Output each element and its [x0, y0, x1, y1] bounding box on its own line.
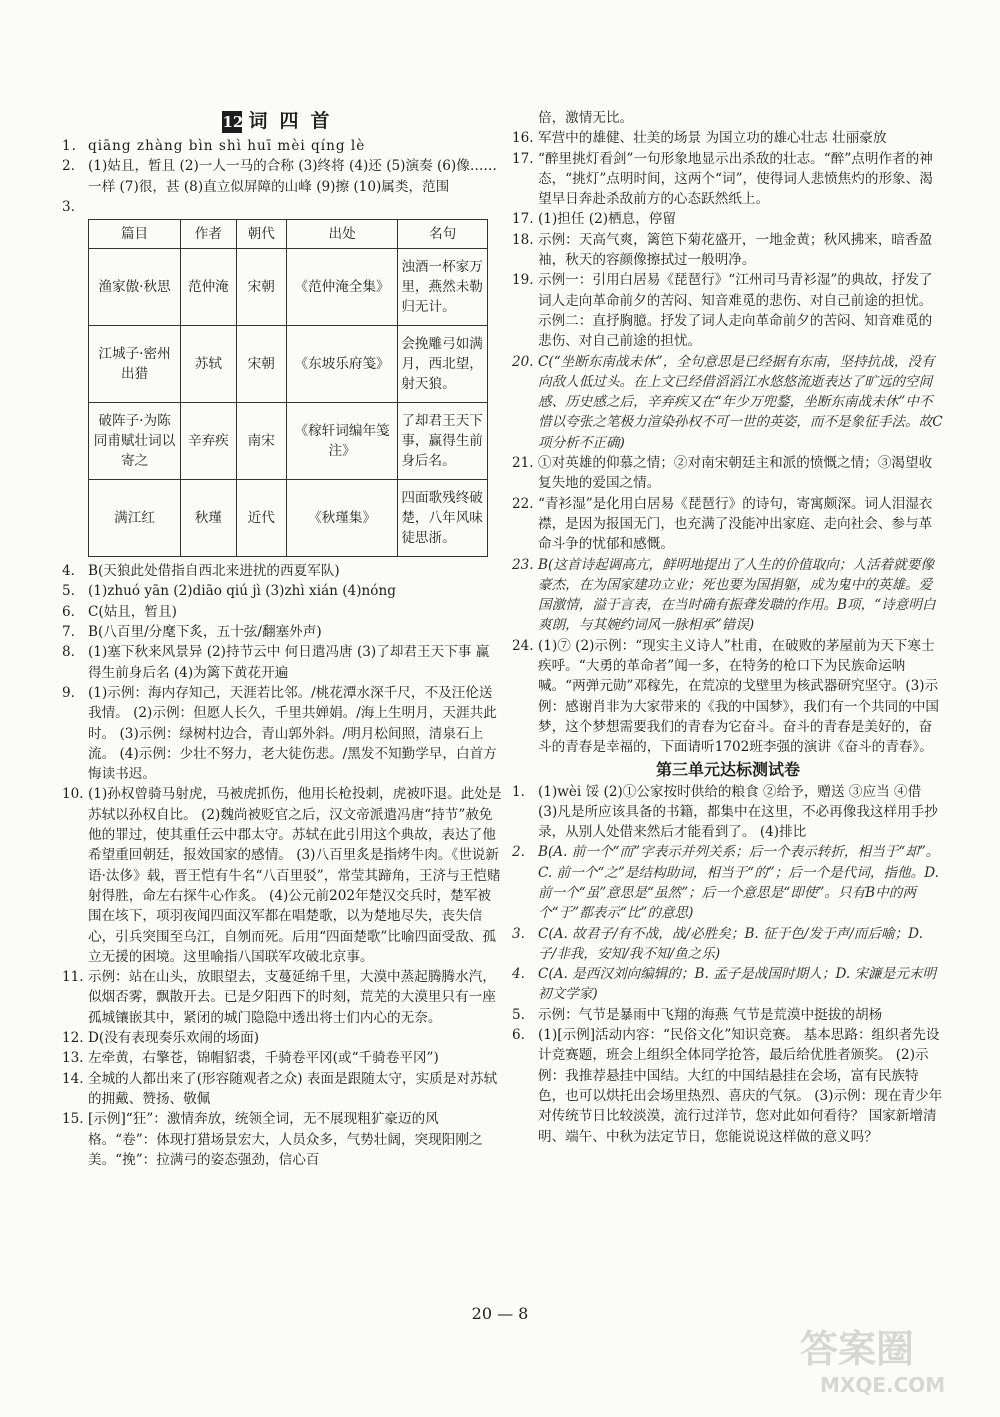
answer-item — [62, 683, 502, 784]
answer-item — [62, 1069, 502, 1110]
answer-item — [62, 197, 502, 217]
table-row — [89, 249, 488, 326]
answer-text: (1)示例：海内存知己，天涯若比邻。/桃花潭水深千尺，不及汪伦送我情。 (2)示例：但愿人长久，千里共婵娟。/海上生明月，天涯共此时。 (3)示例：绿树村边合，青山郭外斜。/明月松间照，清泉石上流。 (4)示例：少壮不努力，老大徒伤悲。/黑发不知勤学早，白首方悔读书迟。 — [88, 684, 497, 783]
answer-number: 15. — [62, 1111, 84, 1128]
answer-item — [512, 209, 944, 229]
answer-text: 军营中的雄健、壮美的场景 为国立功的雄心壮志 壮丽豪放 — [538, 130, 887, 147]
answer-text: 示例：站在山头，放眼望去，支蔓延绵千里，大漠中蒸起腾腾水汽，似烟否雾，飘散开去。已是夕阳西下的时刻，荒芜的大漠里只有一座孤城镶嵌其中，紧闭的城门隐隐中透出将士们内心的无奈。 — [88, 969, 496, 1026]
answer-text: (1)[示例]活动内容：“民俗文化”知识竞赛。 基本思路：组织者先设计竞赛题，班会上组织全体同学抢答，最后给优胜者颁奖。 (2)示例：我推荐悬挂中国结。大红的中国结悬挂在会场，富有民族特色，也可以烘托出会场里热烈、喜庆的气氛。 (3)示例：现在青少年对传统节日比较淡漠，流行过洋节，您对此如何看待？ 国家新增清明、端午、中秋为法定节日，您能说说这样做的意义吗？ — [538, 1027, 943, 1145]
lesson-number-badge: 12 — [222, 113, 244, 131]
table-cell: 南宋 — [236, 403, 286, 480]
answer-text: 左牵黄，右擎苍，锦帽貂裘，千骑卷平冈(或“千骑卷平冈”) — [88, 1050, 439, 1067]
answer-item — [512, 352, 944, 453]
answer-text: C(“坐断东南战未休”，全句意思是已经据有东南，坚持抗战，没有向敌人低过头。在上文已经借滔滔江水悠悠流逝表达了旷远的空间感、历史感之后，辛弃疾又在“年少万兜鍪，坐断东南战未休”中不惜以夸张之笔极力渲染孙权不可一世的英姿，而不是象征手法。故C项分析不正确) — [538, 353, 943, 451]
table-header-cell: 作者 — [181, 220, 237, 249]
answer-item — [512, 1005, 944, 1025]
table-header-cell: 朝代 — [236, 220, 286, 249]
table-cell: 范仲淹 — [181, 249, 237, 326]
watermark-logo — [800, 1318, 990, 1408]
answer-number: 3. — [512, 925, 525, 942]
answer-number: 2. — [62, 158, 75, 175]
table-cell: 苏轼 — [181, 326, 237, 403]
answer-item — [512, 964, 944, 1005]
answer-item — [512, 636, 944, 758]
answer-item — [512, 453, 944, 494]
answer-text: 倍，激情无比。 — [538, 110, 634, 126]
answer-number: 17. — [512, 150, 534, 167]
lesson-title — [62, 108, 502, 134]
answer-item — [512, 924, 944, 965]
answer-text: (1)wèi 馁 (2)①公家按时供给的粮食 ②给予，赠送 ③应当 ④借 (3)凡是所应该具备的书籍，都集中在这里，不必再像我这样用手抄录，从别人处借来然后才能看到了。 (4)排比 — [538, 783, 938, 841]
answer-number: 14. — [62, 1070, 84, 1087]
answer-text: C(A. 是西汉刘向编辑的；B. 孟子是战国时期人；D. 宋濂是元末明初文学家) — [538, 966, 937, 1003]
answer-number: 9. — [62, 684, 75, 701]
answer-text: “青衫湿”是化用白居易《琵琶行》的诗句，寄寓颇深。词人泪湿衣襟，是因为报国无门，也充满了没能冲出家庭、走向社会、参与革命斗争的忧郁和感慨。 — [538, 495, 933, 553]
answer-text: B(A. 前一个“而”字表示并列关系；后一个表示转折，相当于“却”。C. 前一个“之”是结构助词，相当于“的”；后一个是代词，指他。D. 前一个“虽”意思是“虽然”；后一个意思是“即使”。只有B中的两个“于”都表示“比”的意思) — [538, 844, 940, 922]
table-cell: 破阵子·为陈同甫赋壮词以寄之 — [89, 403, 181, 480]
answer-text: 示例一：引用白居易《琵琶行》“江州司马青衫湿”的典故，抒发了词人走向革命前夕的苦闷、知音难觅的悲伤、对自己前途的担忧。 示例二：直抒胸臆。抒发了词人走向革命前夕的苦闷、知音难觅的悲伤、对自己前途的担忧。 — [538, 272, 933, 350]
answer-number: 10. — [62, 786, 84, 803]
answer-item — [62, 642, 502, 683]
answer-number: 12. — [62, 1030, 84, 1047]
table-row — [89, 480, 488, 557]
answer-number: 21. — [512, 455, 534, 472]
answer-item — [512, 149, 944, 210]
watermark-top: 答案圈 — [800, 1327, 915, 1371]
answer-number: 6. — [512, 1027, 525, 1044]
answer-item — [62, 1109, 502, 1170]
table-cell: 宋朝 — [236, 249, 286, 326]
answer-number: 6. — [62, 603, 75, 620]
table-body — [89, 249, 488, 557]
answer-text: D(没有表现奏乐欢闹的场面) — [88, 1030, 260, 1047]
answer-text: (1)担任 (2)栖息，停留 — [538, 211, 676, 228]
answer-item — [62, 622, 502, 642]
table-cell: 《稼轩词编年笺注》 — [286, 403, 398, 480]
answer-list-unit3 — [512, 782, 944, 1147]
table-cell: 渔家傲·秋思 — [89, 249, 181, 326]
answer-text: 全城的人都出来了(形容随观者之众) 表面是跟随太守，实质是对苏轼的拥戴、赞扬、敬佩 — [88, 1070, 498, 1107]
table-row — [89, 326, 488, 403]
table-header-cell: 出处 — [286, 220, 398, 249]
answer-number: 5. — [62, 583, 75, 600]
answer-item — [512, 128, 944, 148]
answer-number: 1. — [512, 783, 525, 800]
answer-text: C(姑且，暂且) — [88, 603, 177, 620]
answer-number: 1. — [62, 138, 77, 154]
answer-text: B(这首诗起调高亢，鲜明地提出了人生的价值取向；人活着就要像豪杰，在为国家建功立业；死也要为国捐躯，成为鬼中的英雄。爱国激情，溢于言表，在当时确有振聋发聩的作用。B项，“诗意明白爽朗，与其婉约词风一脉相承”错误) — [538, 556, 936, 634]
answer-number: 19. — [512, 272, 534, 289]
answer-number: 24. — [512, 637, 534, 654]
answer-number: 13. — [62, 1050, 84, 1067]
page-number: 20 — 8 — [471, 1304, 529, 1323]
answer-text: C(A. 故君子/有不战，战/必胜矣；B. 征于色/发于声/而后喻；D. 子/非我，安知/我不知/鱼之乐) — [538, 925, 923, 962]
answer-item — [62, 561, 502, 581]
answer-list-right — [512, 108, 944, 758]
section-title: 第三单元达标测试卷 — [655, 759, 800, 779]
answer-text: (1)zhuó yān (2)diāo qiú jì (3)zhì xián (4)nóng — [88, 583, 396, 600]
table-cell: 四面歌残终破楚，八年风味徒思浙。 — [398, 480, 488, 557]
answer-number: 20. — [512, 353, 534, 370]
answer-text: (1)塞下秋来风景异 (2)持节云中 何日遣冯唐 (3)了却君王天下事 赢得生前身后名 (4)为篱下黄花开遍 — [88, 644, 490, 681]
answer-item — [512, 555, 944, 636]
answer-item — [62, 136, 502, 156]
answer-item — [62, 602, 502, 622]
answer-item — [512, 1025, 944, 1147]
table-cell: 江城子·密州出猎 — [89, 326, 181, 403]
table-cell: 了却君王天下事，赢得生前身后名。 — [398, 403, 488, 480]
table-cell: 秋瑾 — [181, 480, 237, 557]
table-row — [89, 403, 488, 480]
table-cell: 满江红 — [89, 480, 181, 557]
answer-item — [62, 1028, 502, 1048]
table-cell: 《秋瑾集》 — [286, 480, 398, 557]
answer-number: 4. — [62, 563, 75, 580]
answer-item — [62, 1048, 502, 1068]
answer-item — [512, 842, 944, 923]
table-cell: 会挽雕弓如满月，西北望，射天狼。 — [398, 326, 488, 403]
answer-text: 示例：气节是暴雨中飞翔的海燕 气节是荒漠中挺拔的胡杨 — [538, 1006, 883, 1023]
answer-item — [512, 230, 944, 271]
table-cell: 浊酒一杯家万里，燕然未勒归无计。 — [398, 249, 488, 326]
answer-number: 11. — [62, 969, 84, 986]
answer-text: [示例]“狂”：激情奔放，统领全词，无不展现粗犷豪迈的风格。“卷”：体现打猎场景宏大，人员众多，气势壮阔，突现阳刚之美。“挽”：拉满弓的姿态强劲，信心百 — [88, 1111, 483, 1168]
answer-text: “醉里挑灯看剑”一句形象地显示出杀敌的壮志。“醉”点明作者的神态，“挑灯”点明时间，这两个“词”，使得词人悲愤焦灼的形象、渴望早日奔赴杀敌前方的心态跃然纸上。 — [538, 150, 933, 208]
answer-number: 22. — [512, 495, 534, 512]
lesson-title-text: 词四首 — [248, 110, 342, 132]
answer-item — [512, 494, 944, 555]
answer-number: 7. — [62, 624, 75, 641]
table-cell: 辛弃疾 — [181, 403, 237, 480]
table-header-cell: 名句 — [398, 220, 488, 249]
answer-number: 3. — [62, 198, 75, 215]
answer-text: (1)⑦ (2)示例：“现实主义诗人”杜甫，在破败的茅屋前为天下寒士疾呼。“大勇的革命者”闻一多，在特务的枪口下为民族命运呐喊。“两弹元勋”邓稼先，在荒凉的戈壁里为核武器研究坚守。(3)示例：感谢肖非为大家带来的《我的中国梦》，我们有一个共同的中国梦，这个梦想需要我们的青春为它奋斗。奋斗的青春是美好的，奋斗的青春是幸福的，下面请听1702班李强的演讲《奋斗的青春》。 — [538, 637, 940, 756]
answer-list-left-cont — [62, 561, 502, 1170]
answer-item — [512, 108, 944, 128]
left-column — [62, 108, 502, 1170]
answer-number: 8. — [62, 644, 75, 661]
watermark-bottom: MXQE.COM — [820, 1373, 946, 1397]
answer-text: 示例：天高气爽，篱笆下菊花盛开，一地金黄；秋风拂来，暗香盈袖，秋天的容颜像擦拭过一般明净。 — [538, 231, 933, 269]
table-cell: 《范仲淹全集》 — [286, 249, 398, 326]
table-header-row — [89, 220, 488, 249]
answer-number: 4. — [512, 966, 525, 983]
answer-text: B(八百里/分麾下炙，五十弦/翻塞外声) — [88, 624, 322, 641]
answer-item — [62, 784, 502, 967]
answer-item — [62, 156, 502, 197]
answer-item — [62, 967, 502, 1028]
answer-text: qiāng zhàng bìn shì huī mèi qíng lè — [88, 138, 366, 154]
answer-number: 16. — [512, 130, 534, 147]
table-cell: 宋朝 — [236, 326, 286, 403]
table-header-cell: 篇目 — [89, 220, 181, 249]
answer-number: 18. — [512, 231, 534, 248]
table-cell: 《东坡乐府笺》 — [286, 326, 398, 403]
answer-list-left — [62, 136, 502, 217]
answer-number: 17. — [512, 211, 534, 228]
poem-table — [88, 219, 488, 557]
table-cell: 近代 — [236, 480, 286, 557]
answer-number: 23. — [512, 556, 534, 573]
answer-text: (1)孙权曾骑马射虎，马被虎抓伤，他用长枪投刺，虎被吓退。此处是苏轼以孙权自比。 (2)魏尚被贬官之后，汉文帝派遣冯唐“持节”赦免他的罪过，使其重任云中郡太守。苏轼在此引用这个典故，表达了他希望重回朝廷，报效国家的感情。 (3)八百里炙是指烤牛肉。《世说新语·汰侈》载，晋王恺有牛名“八百里驳”，常莹其蹄角，王济与王恺赌射得胜，命左右探牛心作炙。 (4)公元前202年楚汉交兵时，楚军被围在垓下，项羽夜闻四面汉军都在唱楚歌，以为楚地尽失，丧失信心，引兵突围至乌江，自刎而死。后用“四面楚歌”比喻四面受敌、孤立无援的困境。这里喻指八国联军攻破北京事。 — [88, 786, 502, 965]
answer-text: (1)姑且，暂且 (2)一人一马的合称 (3)终将 (4)还 (5)演奏 (6)像……一样 (7)很，甚 (8)直立似屏障的山峰 (9)擦 (10)属类，范围 — [88, 158, 498, 195]
answer-text: ①对英雄的仰慕之情；②对南宋朝廷主和派的愤慨之情；③渴望收复失地的爱国之情。 — [538, 455, 933, 492]
answer-number: 5. — [512, 1006, 525, 1023]
answer-number: 2. — [512, 844, 525, 861]
answer-item — [62, 581, 502, 601]
answer-text: B(天狼此处借指自西北来进扰的西夏军队) — [88, 563, 340, 580]
right-column — [512, 108, 944, 1147]
answer-item — [512, 782, 944, 843]
answer-item — [512, 270, 944, 351]
